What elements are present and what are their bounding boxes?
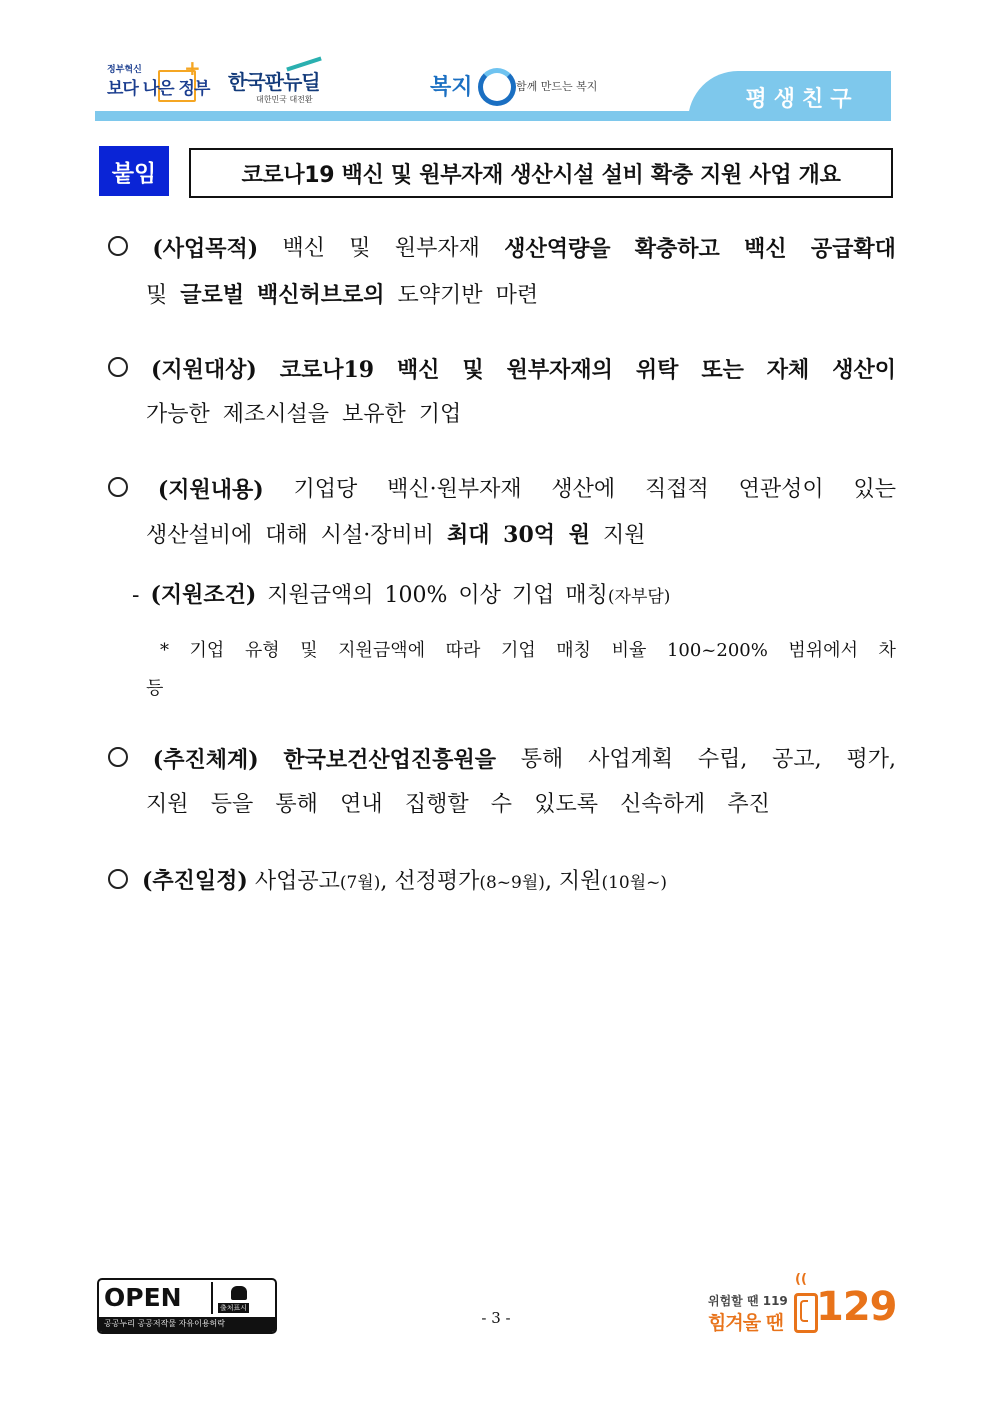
bullet-circle-icon [108, 475, 128, 505]
word: 가능한 [146, 402, 210, 427]
word: 또는 [701, 357, 744, 383]
section-content-line1 [108, 475, 896, 505]
word: 글로벌 [180, 282, 245, 308]
word: 사업계획 [588, 747, 674, 772]
word: 생산이 [832, 357, 896, 383]
word: 평가, [846, 747, 896, 772]
bullet-circle-icon [108, 869, 128, 894]
text: , 선정평가 [380, 869, 480, 894]
section-condition-line [132, 580, 670, 612]
section-heading: (사업목적) [152, 236, 259, 262]
word: 기업 [500, 640, 536, 661]
word: 있도록 [534, 792, 598, 817]
word: 및 [462, 357, 484, 383]
open-logo-text: OPEN [104, 1283, 182, 1312]
word: 보유한 [342, 402, 406, 427]
newdeal-logo: 한국판뉴딜 [228, 70, 320, 94]
section-note-line2: 등 [146, 678, 164, 699]
word: 지원 [146, 792, 189, 817]
word: 직접적 [645, 477, 709, 502]
word: 원부자재의 [506, 357, 613, 383]
word: 한국보건산업진흥원을 [283, 747, 496, 773]
word: 연관성이 [738, 477, 824, 502]
text-paren: (자부담) [607, 587, 671, 607]
word: 도약기반 [397, 283, 483, 308]
text-paren: (8~9월) [479, 873, 545, 893]
hotline-text-2: 힘겨울 땐 [708, 1312, 784, 1334]
word: 등을 [210, 792, 254, 817]
word: 기업당 [293, 477, 358, 502]
word: 따라 [445, 640, 481, 661]
word: 백신·원부자재 [387, 477, 522, 502]
section-schedule-line [108, 866, 667, 898]
bullet-circle-icon [108, 234, 128, 264]
page-number: - 3 - [481, 1309, 511, 1327]
text: 지원금액의 100% 이상 기업 매칭 [256, 583, 608, 608]
word: 집행할 [404, 792, 469, 817]
word: 코로나19 [279, 357, 375, 383]
word: 수립, [697, 747, 748, 772]
gov-logo-top-text: 정부혁신 [107, 65, 142, 75]
document-title: 코로나19 백신 및 원부자재 생산시설 설비 확충 지원 사업 개요 [189, 148, 893, 198]
signal-icon: (( [795, 1272, 807, 1287]
word: 연내 [340, 792, 383, 817]
word: 기업 [418, 402, 462, 427]
word: 백신허브로의 [257, 282, 385, 308]
word: * [160, 640, 169, 661]
word: 신속하게 [620, 792, 706, 817]
text: 지원 [589, 523, 646, 548]
text: 사업공고 [247, 869, 340, 894]
section-system-line1 [108, 745, 896, 775]
word: 생산역량을 [504, 236, 611, 262]
word: 기업 [189, 640, 225, 661]
plus-icon: + [184, 56, 201, 80]
bokji-logo-sub: 함께 만드는 복지 [516, 80, 598, 93]
bokji-logo: 복지 [430, 75, 473, 100]
word: 추진 [727, 792, 770, 817]
word: 백신 [397, 357, 440, 383]
section-note-line1 [160, 636, 896, 666]
word: 및 [146, 283, 168, 308]
section-purpose-line1 [108, 234, 896, 264]
word: 있는 [853, 477, 896, 502]
word: 생산에 [551, 477, 616, 502]
section-content-line2 [146, 520, 645, 551]
word: 위탁 [635, 357, 679, 383]
gov-logo-main-text: 보다 나은 정부 [107, 79, 210, 99]
sub-heading: (지원조건) [150, 582, 257, 608]
section-heading: (지원대상) [150, 357, 257, 383]
word: 비율 [611, 640, 647, 661]
word: 공급확대 [810, 236, 896, 262]
bullet-circle-icon [108, 355, 128, 385]
dash: - [132, 583, 151, 608]
word: 통해 [275, 792, 318, 817]
attachment-tag: 붙임 [99, 146, 169, 196]
section-heading: (지원내용) [157, 477, 264, 503]
phone-handset-icon [800, 1300, 808, 1322]
word: 마련 [495, 283, 539, 308]
word: 원부자재 [394, 236, 480, 261]
word: 100~200% [666, 640, 768, 661]
word: 및 [300, 640, 318, 661]
text: , 지원 [544, 869, 602, 894]
text: 생산설비에 대해 시설·장비비 [146, 523, 447, 548]
bullet-circle-icon [108, 745, 128, 775]
highlight-amount: 최대 30억 원 [447, 522, 590, 548]
word: 확충하고 [634, 236, 720, 262]
word: 및 [349, 236, 371, 261]
word: 통해 [520, 747, 564, 772]
word: 유형 [244, 640, 280, 661]
section-heading: (추진일정) [142, 868, 248, 894]
word: 범위에서 [788, 640, 858, 661]
open-license-strip-text: 공공누리 공공저작물 자유이용허락 [104, 1319, 226, 1328]
section-target-line1 [108, 355, 896, 385]
bokji-ring-icon [478, 68, 516, 106]
word: 수 [490, 792, 513, 817]
word: 제조시설을 [222, 402, 330, 427]
section-purpose-line2 [146, 280, 538, 311]
word: 자체 [766, 357, 810, 383]
section-target-line2 [146, 400, 461, 430]
newdeal-logo-sub: 대한민국 대전환 [256, 95, 313, 104]
word: 차 [878, 640, 896, 661]
text-paren: (10월~) [601, 873, 668, 893]
word: 공고, [772, 747, 822, 772]
section-system-line2 [146, 790, 770, 820]
hotline-number: 129 [816, 1284, 897, 1330]
word: 백신 [744, 236, 787, 262]
person-icon [231, 1286, 247, 1300]
word: 백신 [282, 236, 325, 261]
text-paren: (7월) [339, 873, 381, 893]
cc-label: 출처표시 [220, 1304, 248, 1312]
word: 매칭 [556, 640, 592, 661]
word: 지원금액에 [338, 640, 426, 661]
section-heading: (추진체계) [152, 747, 259, 773]
hotline-text-1: 위험할 땐 119 [708, 1294, 788, 1308]
header-tab-label: 평생친구 [745, 87, 859, 112]
